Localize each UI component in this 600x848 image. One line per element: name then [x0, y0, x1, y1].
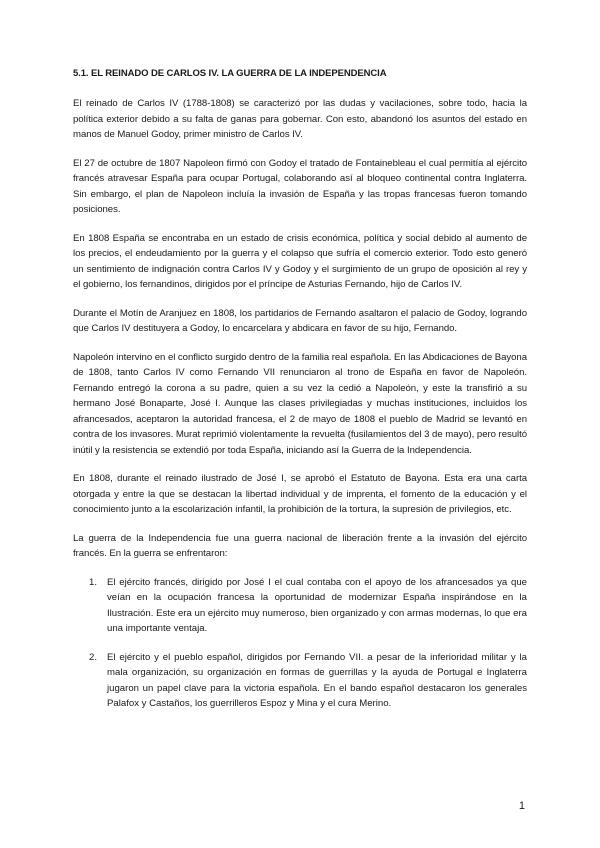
- section-heading: 5.1. EL REINADO DE CARLOS IV. LA GUERRA DE LA INDEPENDENCIA: [73, 68, 387, 79]
- paragraph-crisis-1808: En 1808 España se encontraba en un estado de crisis económica, política y social debido al aumento de los precios, el endeudamiento por la guerra y el colapso que sufría el comercio exterior. Todo esto generó un sentimiento de indignación contra Carlos IV y Godoy y el surgimiento de un grupo de oposición al rey y el gobierno, los fernandinos, dirigidos por el príncipe de Asturias Fernando, hijo de Carlos IV.: [73, 232, 527, 290]
- paragraph-reinado: El reinado de Carlos IV (1788-1808) se caracterizó por las dudas y vacilaciones, sobre todo, hacia la política exterior debido a su falta de ganas para gobernar. Con esto, abandonó los asuntos del estado en manos de Manuel Godoy, primer ministro de Carlos IV.: [73, 98, 527, 140]
- list-item: [73, 650, 527, 712]
- list-item-text: El ejército francés, dirigido por José I el cual contaba con el apoyo de los afrancesados ya que veían en la ocupación francesa la oportunidad de modernizar España inspirándose en la Ilustración. Este era un ejército muy numeroso, bien organizado y con armas modernas, lo que era una importante ventaja.: [107, 576, 527, 634]
- list-item-text: El ejército y el pueblo español, dirigidos por Fernando VII. a pesar de la inferioridad militar y la mala organización, su organización en formas de guerrillas y la ayuda de Portugal e Inglaterra jugaron un papel clave para la victoria española. En el bando español destacaron los generales Palafox y Castaños, los guerrilleros Espoz y Mina y el cura Merino.: [107, 651, 527, 709]
- list-item-number: 2.: [89, 651, 98, 663]
- list-item: [73, 575, 527, 637]
- page-content: [73, 68, 527, 725]
- paragraph-guerra-independencia: La guerra de la Independencia fue una guerra nacional de liberación frente a la invasión del ejército francés. En la guerra se enfrentaron:: [73, 532, 527, 559]
- paragraph-abdicaciones-bayona: Napoleón intervino en el conflicto surgido dentro de la familia real española. En las Abdicaciones de Bayona de 1808, tanto Carlos IV como Fernando VII renunciaron al trono de España en favor de Napoleón. Fernando entregó la corona a su padre, quien a su vez la cedió a Napoleón, y este la transfirió a su hermano José Bonaparte, José I. Aunque las clases privilegiadas y muchas instituciones, incluidos los afrancesados, aceptaron la autoridad francesa, el 2 de mayo de 1808 el pueblo de Madrid se levantó en contra de los invasores. Murat reprimió violentamente la revuelta (fusilamientos del 3 de mayo), pero resultó inútil y la resistencia se extendió por toda España, iniciando así la Guerra de la Independencia.: [73, 351, 527, 456]
- list-item-number: 1.: [89, 576, 98, 588]
- paragraph-motin-aranjuez: Durante el Motín de Aranjuez en 1808, los partidarios de Fernando asaltaron el palacio de Godoy, logrando que Carlos IV destituyera a Godoy, lo encarcelara y abdicara en favor de su hijo, Fernando.: [73, 307, 527, 334]
- paragraph-estatuto-bayona: En 1808, durante el reinado ilustrado de José I, se aprobó el Estatuto de Bayona. Esta era una carta otorgada y entre la que se destacan la libertad individual y de imprenta, el fomento de la educación y el conocimiento junto a la escolarización infantil, la prohibición de la tortura, la supresión de privilegios, etc.: [73, 473, 527, 515]
- page-number: 1: [518, 800, 525, 812]
- combatants-list: [73, 575, 527, 712]
- paragraph-fontainebleau: El 27 de octubre de 1807 Napoleon firmó con Godoy el tratado de Fontainebleau el cual permitía al ejército francés atravesar España para ocupar Portugal, colaborando así al bloqueo continental contra Inglaterra. Sin embargo, el plan de Napoleon incluía la invasión de España y las tropas francesas fueron tomando posiciones.: [73, 157, 527, 215]
